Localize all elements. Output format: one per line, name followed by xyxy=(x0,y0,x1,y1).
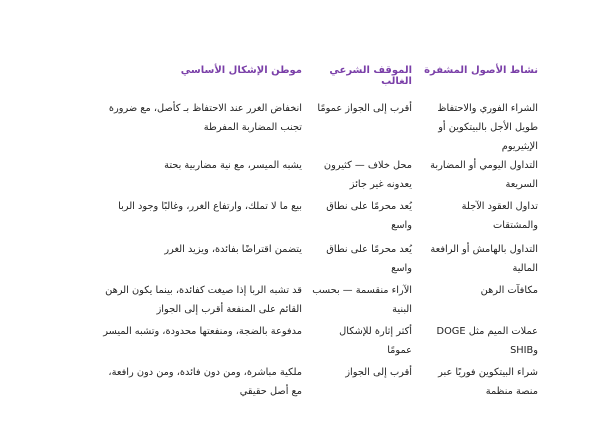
cell-activity: الشراء الفوري والاحتفاظ طويل الأجل بالبيتكوين أو الإيثيريوم xyxy=(437,103,538,152)
table-row xyxy=(90,156,538,197)
cell-issue: يشبه الميسر، مع نية مضاربية بحتة xyxy=(164,160,302,171)
header-ruling: الموقف الشرعي الغالب xyxy=(329,65,412,87)
cell-issue: قد تشبه الربا إذا صيغت كفائدة، بينما يكون الرهن القائم على المنفعة أقرب إلى الجواز xyxy=(105,285,302,315)
table-row xyxy=(90,95,538,156)
cell-ruling: يُعد محرمًا على نطاق واسع xyxy=(326,201,412,231)
cell-ruling: أقرب إلى الجواز عمومًا xyxy=(317,103,412,114)
cell-activity: عملات الميم مثل DOGE وSHIB xyxy=(436,326,538,356)
cell-issue: بيع ما لا تملك، وارتفاع الغرر، وغالبًا وجود الربا xyxy=(118,201,302,212)
cell-ruling: أكثر إثارة للإشكال عمومًا xyxy=(339,326,412,356)
cell-activity: تداول العقود الآجلة والمشتقات xyxy=(461,201,538,231)
cell-activity: مكافآت الرهن xyxy=(480,285,538,296)
cell-activity: التداول اليومي أو المضاربة السريعة xyxy=(430,160,538,190)
cell-ruling: محل خلاف — كثيرون يعدونه غير جائز xyxy=(323,160,412,190)
cell-ruling: الآراء منقسمة — بحسب البنية xyxy=(312,285,412,315)
cell-ruling: أقرب إلى الجواز xyxy=(345,367,412,378)
crypto-ruling-table xyxy=(90,57,538,404)
table-row xyxy=(90,322,538,363)
cell-issue: ملكية مباشرة، ومن دون فائدة، ومن دون رافعة، مع أصل حقيقي xyxy=(108,367,302,397)
cell-ruling: يُعد محرمًا على نطاق واسع xyxy=(326,244,412,274)
table-row xyxy=(90,363,538,404)
header-activity: نشاط الأصول المشفرة xyxy=(424,65,538,76)
cell-activity: شراء البيتكوين فوريًا عبر منصة منظمة xyxy=(438,367,538,397)
cell-activity: التداول بالهامش أو الرافعة المالية xyxy=(430,244,538,274)
cell-issue: انخفاض الغرر عند الاحتفاظ بـ كأصل، مع ضرورة تجنب المضاربة المفرطة xyxy=(108,103,302,133)
cell-issue: يتضمن اقتراضًا بفائدة، ويزيد الغرر xyxy=(164,244,302,255)
table-header-row xyxy=(90,57,538,95)
cell-issue: مدفوعة بالضجة، ومنفعتها محدودة، وتشبه الميسر xyxy=(103,326,302,337)
table-row xyxy=(90,281,538,322)
table-row xyxy=(90,238,538,281)
table-row xyxy=(90,197,538,238)
header-issue: موطن الإشكال الأساسي xyxy=(180,65,302,76)
